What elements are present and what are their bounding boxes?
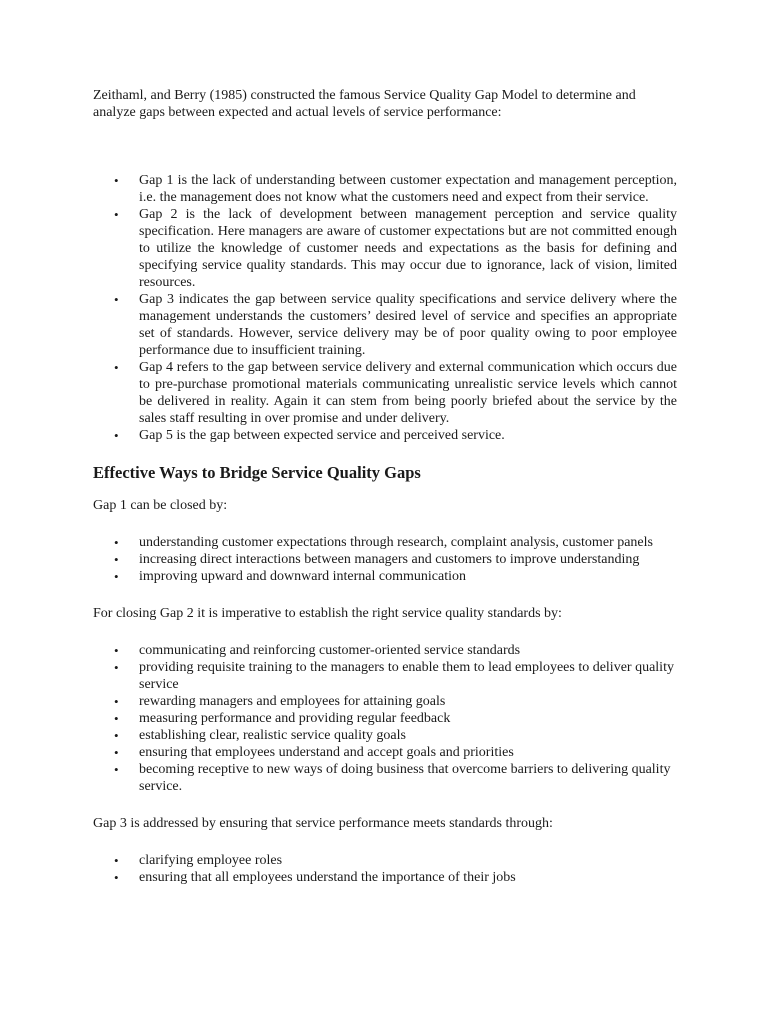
bullet-icon: • [114, 762, 119, 777]
list-item-text: Gap 2 is the lack of development between management perception and service quality specification. Here managers are aware of customer expectations but are not committed enough to utilize the knowledge of customer needs and expectations as the basis for defining and specifying service quality standards. This may occur due to ignorance, lack of vision, limited resources. [139, 207, 677, 290]
list-item-text: increasing direct interactions between managers and customers to improve understanding [139, 552, 640, 567]
list-item [93, 359, 677, 427]
gap2-list [93, 642, 677, 795]
list-item-text: rewarding managers and employees for attaining goals [139, 694, 446, 709]
list-item [93, 710, 677, 727]
bullet-icon: • [114, 643, 119, 658]
bullet-icon: • [114, 552, 119, 567]
list-item-text: Gap 3 indicates the gap between service quality specifications and service delivery where the management understands the customers’ desired level of service and specifies an appropriate set of standards. However, service delivery may be of poor quality owing to poor employee performance due to insufficient training. [139, 292, 677, 358]
bullet-icon: • [114, 569, 119, 584]
list-item [93, 744, 677, 761]
bullet-icon: • [114, 728, 119, 743]
bullet-icon: • [114, 870, 119, 885]
list-item [93, 761, 677, 795]
list-item-text: clarifying employee roles [139, 853, 283, 868]
bullet-icon: • [114, 711, 119, 726]
list-item-text: becoming receptive to new ways of doing business that overcome barriers to delivering quality service. [139, 762, 671, 794]
list-item-text: understanding customer expectations through research, complaint analysis, customer panels [139, 535, 653, 550]
gap3-list [93, 852, 677, 886]
bullet-icon: • [114, 694, 119, 709]
list-item [93, 172, 677, 206]
gap2-lead: For closing Gap 2 it is imperative to establish the right service quality standards by: [93, 606, 562, 621]
list-item [93, 642, 677, 659]
gap3-lead: Gap 3 is addressed by ensuring that service performance meets standards through: [93, 816, 553, 831]
list-item [93, 693, 677, 710]
gap-definitions-list [93, 172, 677, 444]
list-item [93, 727, 677, 744]
list-item [93, 206, 677, 291]
list-item [93, 659, 677, 693]
bullet-icon: • [114, 535, 119, 550]
bullet-icon: • [114, 292, 119, 307]
gap1-lead: Gap 1 can be closed by: [93, 498, 228, 513]
document-page [93, 87, 677, 906]
list-item-text: providing requisite training to the managers to enable them to lead employees to deliver quality service [139, 660, 674, 692]
list-item-text: establishing clear, realistic service quality goals [139, 728, 406, 743]
list-item [93, 534, 677, 551]
list-item-text: improving upward and downward internal communication [139, 569, 466, 584]
list-item-text: Gap 5 is the gap between expected service and perceived service. [139, 428, 505, 443]
list-item [93, 568, 677, 585]
list-item [93, 869, 677, 886]
bullet-icon: • [114, 428, 119, 443]
gap1-list [93, 534, 677, 585]
list-item [93, 291, 677, 359]
list-item-text: ensuring that employees understand and accept goals and priorities [139, 745, 514, 760]
bullet-icon: • [114, 660, 119, 675]
list-item-text: ensuring that all employees understand the importance of their jobs [139, 870, 516, 885]
list-item [93, 551, 677, 568]
bullet-icon: • [114, 173, 119, 188]
bullet-icon: • [114, 745, 119, 760]
list-item-text: measuring performance and providing regular feedback [139, 711, 451, 726]
list-item-text: Gap 1 is the lack of understanding between customer expectation and management perception, i.e. the management does not know what the customers need and expect from their service. [139, 173, 677, 205]
list-item-text: communicating and reinforcing customer-oriented service standards [139, 643, 521, 658]
bullet-icon: • [114, 853, 119, 868]
list-item [93, 852, 677, 869]
bullet-icon: • [114, 360, 119, 375]
section-heading: Effective Ways to Bridge Service Quality Gaps [93, 463, 421, 482]
intro-paragraph: Zeithaml, and Berry (1985) constructed the famous Service Quality Gap Model to determine and analyze gaps between expected and actual levels of service performance: [93, 88, 636, 120]
list-item-text: Gap 4 refers to the gap between service delivery and external communication which occurs due to pre-purchase promotional materials communicating unrealistic service levels which cannot be delivered in reality. Again it can stem from being poorly briefed about the service by the sales staff resulting in over promise and under delivery. [139, 360, 677, 426]
bullet-icon: • [114, 207, 119, 222]
list-item [93, 427, 677, 444]
